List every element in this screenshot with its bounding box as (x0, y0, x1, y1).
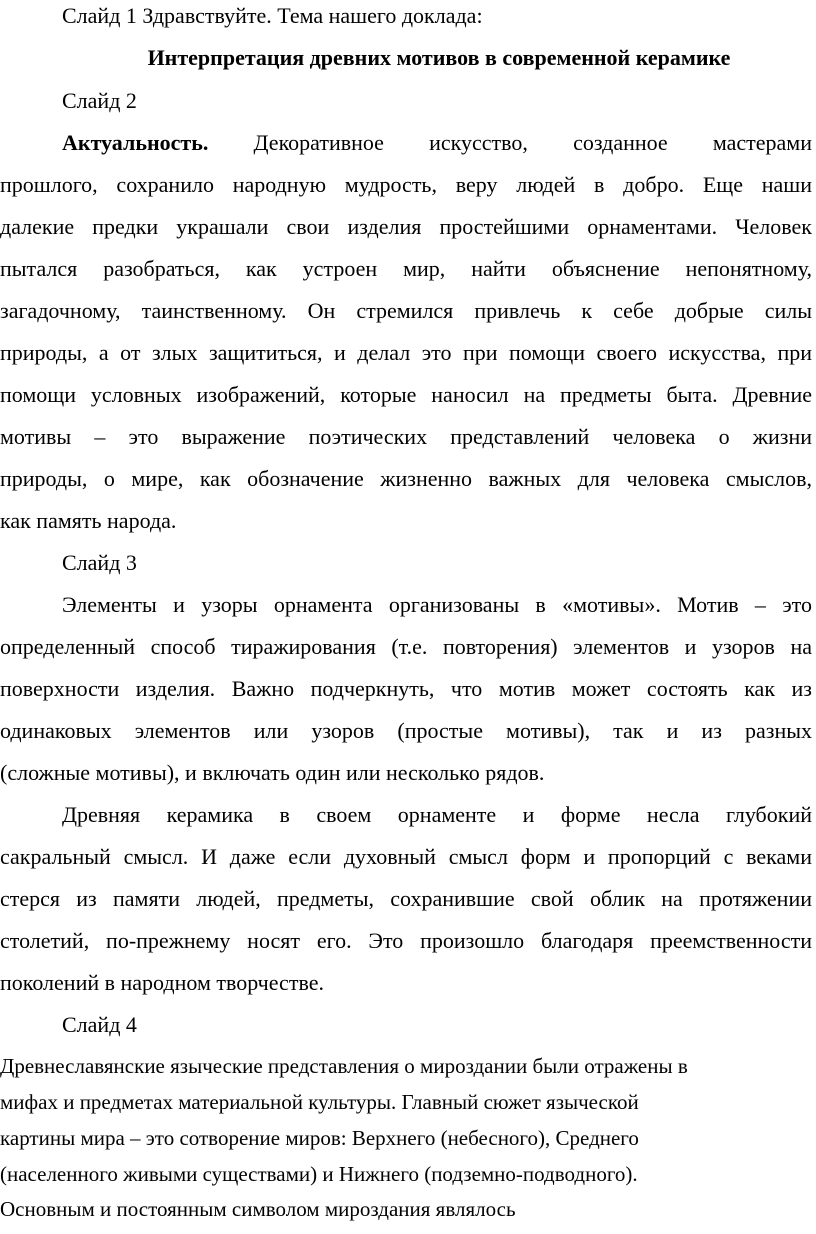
slide2-line-0 (62, 130, 812, 156)
slide4-line-4: Основным и постоянным символом мироздания являлось (0, 1197, 516, 1221)
slide2-line-8: природы, о мире, как обозначение жизненно важных для человека смыслов, (0, 466, 812, 491)
slide3-para2-line-3: столетий, по-прежнему носят его. Это произошло благодаря преемственности (0, 928, 812, 953)
slide4-heading: Слайд 4 (62, 1012, 137, 1037)
relevance-label: Актуальность. (62, 130, 209, 155)
slide4-line-1: мифах и предметах материальной культуры. Главный сюжет языческой (0, 1090, 639, 1114)
slide4-line-3: (населенного живыми существами) и Нижнего (подземно-подводного). (0, 1162, 638, 1186)
slide3-para1-line-4: (сложные мотивы), и включать один или несколько рядов. (0, 760, 545, 785)
slide2-line-7: мотивы – это выражение поэтических представлений человека о жизни (0, 424, 812, 449)
slide3-para1-line-2: поверхности изделия. Важно подчеркнуть, что мотив может состоять как из (0, 676, 812, 701)
slide2-line-5: природы, а от злых защититься, и делал это при помощи своего искусства, при (0, 340, 812, 365)
slide2-line-2: далекие предки украшали свои изделия простейшими орнаментами. Человек (0, 214, 812, 239)
slide2-heading: Слайд 2 (62, 88, 137, 113)
slide2-line-1: прошлого, сохранило народную мудрость, веру людей в добро. Еще наши (0, 172, 812, 197)
slide3-heading: Слайд 3 (62, 550, 137, 575)
slide2-line-6: помощи условных изображений, которые наносил на предметы быта. Древние (0, 382, 812, 407)
slide4-line-0: Древнеславянские языческие представления о мироздании были отражены в (0, 1054, 688, 1078)
slide2-line-4: загадочному, таинственному. Он стремился привлечь к себе добрые силы (0, 298, 812, 323)
slide1-heading: Слайд 1 Здравствуйте. Тема нашего доклада: (62, 3, 483, 28)
slide2-line-0-rest: Декоративное искусство, созданное мастерами (208, 130, 812, 155)
slide3-para1-line-1: определенный способ тиражирования (т.е. повторения) элементов и узоров на (0, 634, 812, 659)
report-title: Интерпретация древних мотивов в современной керамике (147, 45, 731, 70)
slide3-para2-line-1: сакральный смысл. И даже если духовный смысл форм и пропорций с веками (0, 844, 812, 869)
slide3-para1-line-3: одинаковых элементов или узоров (простые мотивы), так и из разных (0, 718, 812, 743)
slide3-para1-line-0: Элементы и узоры орнамента организованы в «мотивы». Мотив – это (62, 592, 812, 617)
slide4-line-2: картины мира – это сотворение миров: Верхнего (небесного), Среднего (0, 1126, 639, 1150)
slide3-para2-line-0: Древняя керамика в своем орнаменте и форме несла глубокий (62, 802, 812, 827)
slide3-para2-line-2: стерся из памяти людей, предметы, сохранившие свой облик на протяжении (0, 886, 812, 911)
slide2-line-3: пытался разобраться, как устроен мир, найти объяснение непонятному, (0, 256, 812, 281)
slide2-line-9: как память народа. (0, 508, 177, 533)
slide3-para2-line-4: поколений в народном творчестве. (0, 970, 324, 995)
